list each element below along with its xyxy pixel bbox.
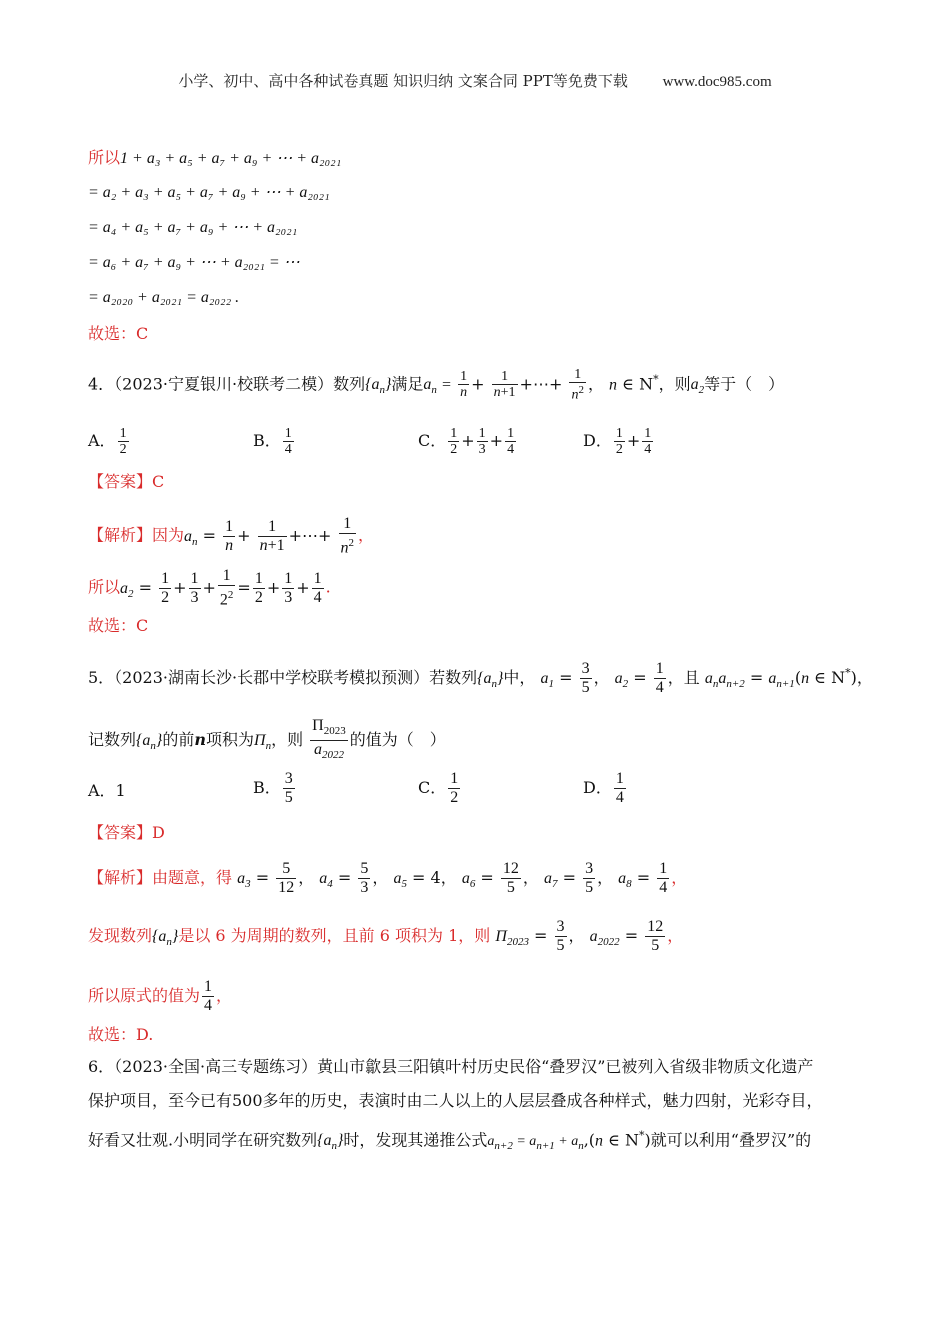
q4-stem: 4．（2023·宁夏银川·校联考二模）数列$\{a_n\}$满足$a_n$ = $\frac{1}{n}$ + $\frac{1}{n+1}$ +⋯+ $\frac{1}{n^2}$ ， n ∈ N*，则$a_2$等于（ ） (88, 367, 785, 403)
q5-conclusion: 故选：D. (88, 1025, 154, 1044)
q4-option-a[interactable]: A． $\frac{1}{2}$ (88, 426, 127, 457)
q6-line-3: 好看又壮观.小明同学在研究数列$\{a_n\}$时，发现其递推公式$a_{n+2} = a_{n+1} + a_n,(n$ ∈ N*)就可以利用“叠罗汉”的 (88, 1129, 812, 1153)
q6-line-2: 保护项目，至今已有500多年的历史，表演时由二人以上的人层层叠成各种样式，魅力四射，光彩夺目， (88, 1091, 823, 1110)
prev-line-4: = a₆ + a₇ + a₉ + ⋯ + a₂₀₂₁ = ⋯ (88, 254, 300, 271)
header-url[interactable]: www.doc985.com (662, 74, 772, 90)
q4-analysis: 【解析】因为$a_n$ = $\frac{1}{n}$ + $\frac{1}{n+1}$ +⋯+ $\frac{1}{n^2}$ ， (88, 515, 375, 557)
q4-option-b[interactable]: B． $\frac{1}{4}$ (253, 426, 292, 457)
q5-stem-2: 记数列$\{a_n\}$的前n项积为$\Pi_n$，则 $\frac{\Pi_{2023}}{a_{2022}}$ 的值为（ ） (88, 717, 446, 764)
prev-formula-1: 1 + a₃ + a₅ + a₇ + a₉ + ⋯ + a₂₀₂₁ (120, 150, 342, 167)
q5-stem: 5．（2023·湖南长沙·长郡中学校联考模拟预测）若数列$\{a_n\}$中， $a_1$ = $\frac{3}{5}$ ， $a_2$ = $\frac{1}{4}$ ，且 $a_na_{n+2} = a_{n+1}(n$ ∈ N*)， (88, 660, 873, 696)
prev-line-1: 所以1 + a₃ + a₅ + a₇ + a₉ + ⋯ + a₂₀₂₁ (88, 148, 342, 167)
q5-so: 所以原式的值为 $\frac{1}{4}$ ， (88, 978, 233, 1014)
q4-option-c[interactable]: C． $\frac{1}{2}$ + $\frac{1}{3}$ + $\frac{1}{4}$ (418, 426, 515, 457)
q4-answer: 【答案】C (88, 472, 165, 491)
prev-conclusion: 故选：C (88, 324, 149, 343)
q6-line-1: 6．（2023·全国·高三专题练习）黄山市歙县三阳镇叶村历史民俗“叠罗汉”已被列入省级非物质文化遗产 (88, 1057, 814, 1076)
q4-conclusion: 故选：C (88, 616, 149, 635)
q5-find: 发现数列$\{a_n\}$是以 6 为周期的数列，且前 6 项积为 1，则 $\Pi_{2023}$ = $\frac{3}{5}$ ， $a_{2022}$ = $\frac{12}{5}$ ， (88, 918, 684, 954)
q4-so: 所以$a_2$ = $\frac{1}{2}$ + $\frac{1}{3}$ + $\frac{1}{2^2}$ = $\frac{1}{2}$ + $\frac{1}{3}$ + $\frac{1}{4}$ . (88, 567, 331, 609)
prev-line-2: = a₂ + a₃ + a₅ + a₇ + a₉ + ⋯ + a₂₀₂₁ (88, 184, 330, 201)
page-header (0, 70, 950, 91)
q5-option-d[interactable]: D． $\frac{1}{4}$ (583, 770, 624, 806)
q4-option-d[interactable]: D． $\frac{1}{2}$ + $\frac{1}{4}$ (583, 426, 652, 457)
q5-option-a[interactable]: A．1 (88, 781, 126, 800)
q5-answer: 【答案】D (88, 823, 165, 842)
q5-analysis: 【解析】由题意，得 $a_3$ = $\frac{5}{12}$ ， $a_4$ = $\frac{5}{3}$ ， $a_5 = 4$， $a_6$ = $\frac{12}{5}$ ， $a_7$ = $\frac{3}{5}$ ， $a_8$ = $\frac{1}{4}$ ， (88, 860, 688, 896)
header-text: 小学、初中、高中各种试卷真题 知识归纳 文案合同 PPT等免费下载 (178, 72, 628, 90)
prev-line-5: = a₂₀₂₀ + a₂₀₂₁ = a₂₀₂₂ . (88, 289, 240, 306)
q5-option-c[interactable]: C． $\frac{1}{2}$ (418, 770, 459, 806)
q5-option-b[interactable]: B． $\frac{3}{5}$ (253, 770, 293, 806)
prev-line-3: = a₄ + a₅ + a₇ + a₉ + ⋯ + a₂₀₂₁ (88, 219, 298, 236)
